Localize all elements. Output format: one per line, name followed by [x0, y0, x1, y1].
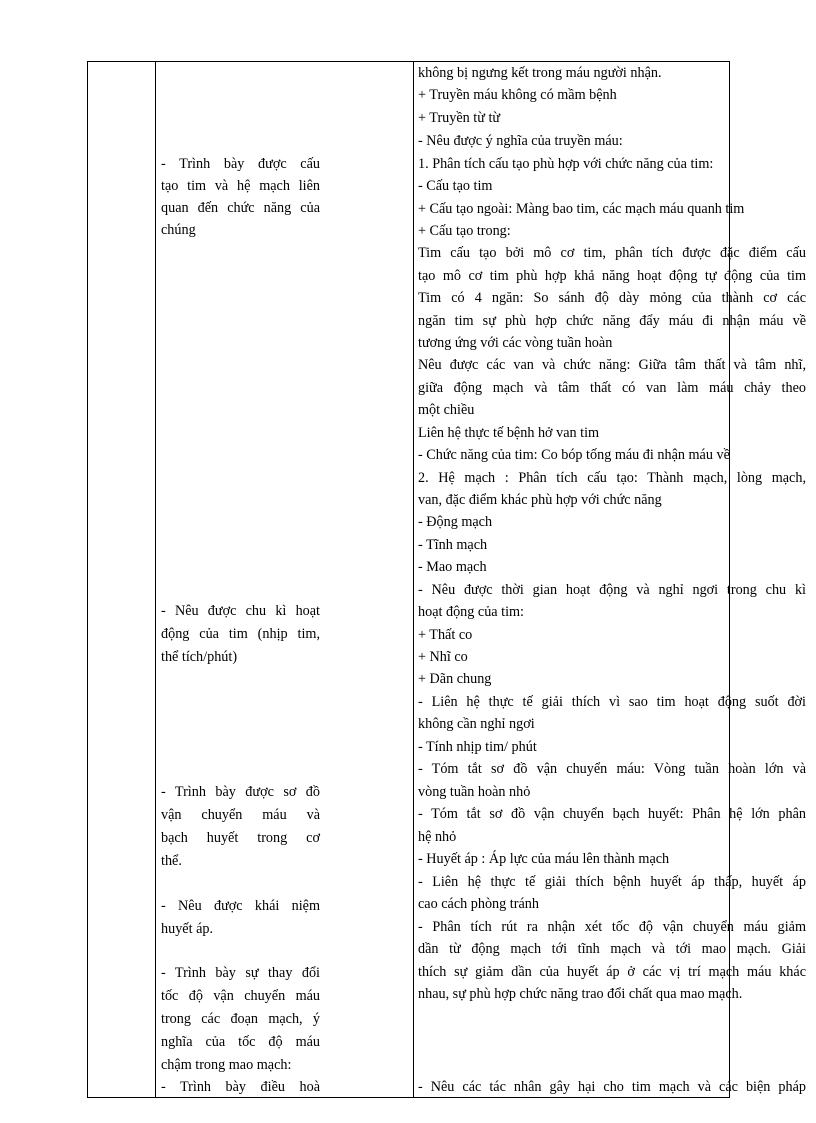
content-line: tương ứng với các vòng tuần hoàn — [418, 335, 613, 351]
objective-line: vận chuyển máu và — [161, 807, 320, 823]
content-line: - Huyết áp : Áp lực của máu lên thành mạch — [418, 851, 670, 867]
content-line: van, đặc điểm khác phù hợp với chức năng — [418, 492, 662, 508]
objective-line: chậm trong mao mạch: — [161, 1057, 292, 1073]
objective-line: nghĩa của tốc độ máu — [161, 1034, 320, 1050]
content-table — [87, 61, 806, 1098]
content-line: - Tính nhịp tim/ phút — [418, 739, 537, 755]
content-line: nhau, sự phù hợp chức năng trao đổi chất qua mao mạch. — [418, 986, 743, 1002]
content-line: vòng tuần hoàn nhỏ — [418, 784, 531, 800]
content-line: Tim cấu tạo bởi mô cơ tim, phân tích được đặc điểm cấu — [418, 245, 806, 261]
content-line: Liên hệ thực tế bệnh hở van tim — [418, 425, 600, 441]
objective-line: huyết áp. — [161, 921, 214, 937]
table-column-empty — [88, 62, 156, 1097]
content-line: cao cách phòng tránh — [418, 896, 539, 912]
content-line: + Cấu tạo trong: — [418, 223, 511, 239]
content-line: hệ nhỏ — [418, 829, 457, 845]
content-line: - Mao mạch — [418, 559, 487, 575]
content-line: + Truyền từ từ — [418, 110, 501, 126]
content-line: - Tĩnh mạch — [418, 537, 488, 553]
objective-line: - Trình bày sự thay đổi — [161, 965, 320, 981]
table-column-content — [413, 62, 806, 1097]
objective-line: thể tích/phút) — [161, 649, 238, 665]
content-line: dần từ động mạch tới tĩnh mạch và tới mao mạch. Giải — [418, 941, 806, 957]
objective-line: quan đến chức năng của — [161, 200, 320, 216]
content-line: - Cấu tạo tim — [418, 178, 493, 194]
objective-line: chúng — [161, 222, 196, 238]
content-line: + Nhĩ co — [418, 649, 468, 665]
content-line: không cần nghỉ ngơi — [418, 716, 535, 732]
content-line: + Cấu tạo ngoài: Màng bao tim, các mạch máu quanh tim — [418, 201, 745, 217]
objective-line: - Nêu được khái niệm — [161, 898, 320, 914]
objective-line: - Trình bày điều hoà — [161, 1079, 320, 1095]
content-line: - Tóm tắt sơ đồ vận chuyển bạch huyết: Phân hệ lớn phân — [418, 806, 806, 822]
content-line: - Nêu được thời gian hoạt động và nghỉ ngơi trong chu kì — [418, 582, 806, 598]
objective-line: tốc độ vận chuyển máu — [161, 988, 320, 1004]
content-line: + Truyền máu không có mầm bệnh — [418, 87, 617, 103]
content-line: - Động mạch — [418, 514, 493, 530]
content-line: - Nêu các tác nhân gây hại cho tim mạch và các biện pháp — [418, 1079, 806, 1095]
content-line: - Chức năng của tim: Co bóp tống máu đi nhận máu về — [418, 447, 730, 463]
objective-line: động của tim (nhịp tim, — [161, 626, 320, 642]
content-line: - Phân tích rút ra nhận xét tốc độ vận chuyển máu giảm — [418, 919, 806, 935]
objective-line: - Trình bày được sơ đồ — [161, 784, 320, 800]
objective-line: thể. — [161, 853, 182, 869]
content-line: - Nêu được ý nghĩa của truyền máu: — [418, 133, 623, 149]
objective-line: bạch huyết trong cơ — [161, 830, 320, 846]
content-line: giữa động mạch và tâm thất có van làm máu chảy theo — [418, 380, 806, 396]
objective-line: trong các đoạn mạch, ý — [161, 1011, 320, 1027]
content-line: Tim có 4 ngăn: So sánh độ dày mỏng của thành cơ các — [418, 290, 806, 306]
content-line: thích sự giảm dần của huyết áp ở các vị trí mạch máu khác — [418, 964, 806, 980]
content-line: 2. Hệ mạch : Phân tích cấu tạo: Thành mạch, lòng mạch, — [418, 470, 806, 486]
objective-line: - Nêu được chu kì hoạt — [161, 603, 320, 619]
content-line: không bị ngưng kết trong máu người nhận. — [418, 65, 662, 81]
content-line: + Dãn chung — [418, 671, 492, 687]
content-line: - Liên hệ thực tế giải thích bệnh huyết áp thấp, huyết áp — [418, 874, 806, 890]
content-line: hoạt động của tim: — [418, 604, 524, 620]
content-line: 1. Phân tích cấu tạo phù hợp với chức năng của tim: — [418, 156, 714, 172]
content-line: - Tóm tắt sơ đồ vận chuyển máu: Vòng tuần hoàn lớn và — [418, 761, 806, 777]
content-line: ngăn tim sự phù hợp chức năng đẩy máu đi nhận máu về — [418, 313, 806, 329]
objective-line: tạo tim và hệ mạch liên — [161, 178, 320, 194]
content-line: - Liên hệ thực tế giải thích vì sao tim hoạt động suốt đời — [418, 694, 806, 710]
content-line: tạo mô cơ tim phù hợp khả năng hoạt động tự động của tim — [418, 268, 806, 284]
content-line: Nêu được các van và chức năng: Giữa tâm thất và tâm nhĩ, — [418, 357, 806, 373]
objective-line: - Trình bày được cấu — [161, 156, 320, 172]
content-line: + Thất co — [418, 627, 473, 643]
content-line: một chiều — [418, 402, 475, 418]
table-column-objectives — [155, 62, 414, 1097]
